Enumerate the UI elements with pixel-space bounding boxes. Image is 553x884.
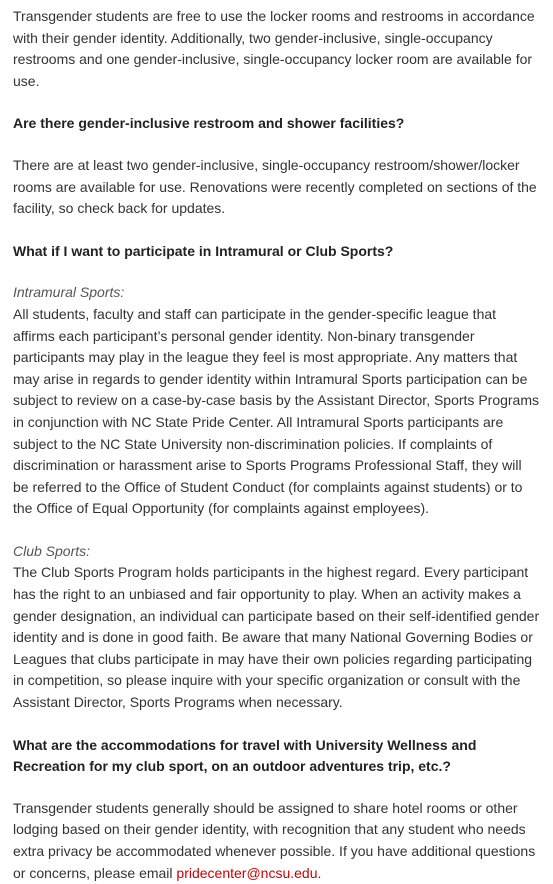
answer-restroom-facilities: There are at least two gender-inclusive, single-occupancy restroom/shower/locker rooms are available for use. Renovations were recently completed on sections of the facility, so check back for updates.: [13, 156, 537, 217]
answer-travel-text: Transgender students generally should be assigned to share hotel rooms or other lodging based on their gender identity, with recognition that any student who needs extra privacy be accommodated whenever possible. If you have additional questions or concerns, please email: [13, 799, 536, 881]
intramural-body: All students, faculty and staff can participate in the gender-specific league that affirms each participant’s personal gender identity. Non-binary transgender participants may play in the league they feel is most appropriate. Any matters that may arise in regards to gender identity within Intramural Sports participation can be subject to review on a case-by-case basis by the Assistant Director, Sports Programs in conjunction with NC State Pride Center. All Intramural Sports participants are subject to the NC State University non-discrimination policies. If complaints of discrimination or harassment arise to Sports Programs Professional Staff, they will be referred to the Office of Student Conduct (for complaints against students) or to the Office of Equal Opportunity (for complaints against employees).: [13, 305, 540, 517]
answer-travel-end: .: [317, 864, 322, 881]
intro-paragraph: Transgender students are free to use the locker rooms and restrooms in accordance with their gender identity. Additionally, two gender-inclusive, single-occupancy restrooms and one gender-inclusive, single-occupancy locker room are available for use.: [13, 8, 535, 89]
question-travel-accommodations: What are the accommodations for travel with University Wellness and Recreation for my club sport, on an outdoor adventures trip, etc.?: [13, 736, 477, 775]
intramural-heading: Intramural Sports:: [13, 284, 125, 301]
question-restroom-facilities: Are there gender-inclusive restroom and shower facilities?: [13, 115, 405, 132]
question-intramural-club: What if I want to participate in Intramural or Club Sports?: [13, 242, 394, 259]
club-heading: Club Sports:: [13, 542, 91, 559]
email-link[interactable]: pridecenter@ncsu.edu: [176, 864, 318, 881]
answer-travel-accommodations: [13, 798, 540, 884]
club-body: The Club Sports Program holds participants in the highest regard. Every participant has the right to an unbiased and fair opportunity to play. When an activity makes a gender designation, an individual can participate based on their self-identified gender identity and is done in good faith. Be aware that many National Governing Bodies or Leagues that clubs participate in may have their own policies regarding participating in competition, so please inquire with your specific organization or consult with the Assistant Director, Sports Programs when necessary.: [13, 564, 540, 711]
